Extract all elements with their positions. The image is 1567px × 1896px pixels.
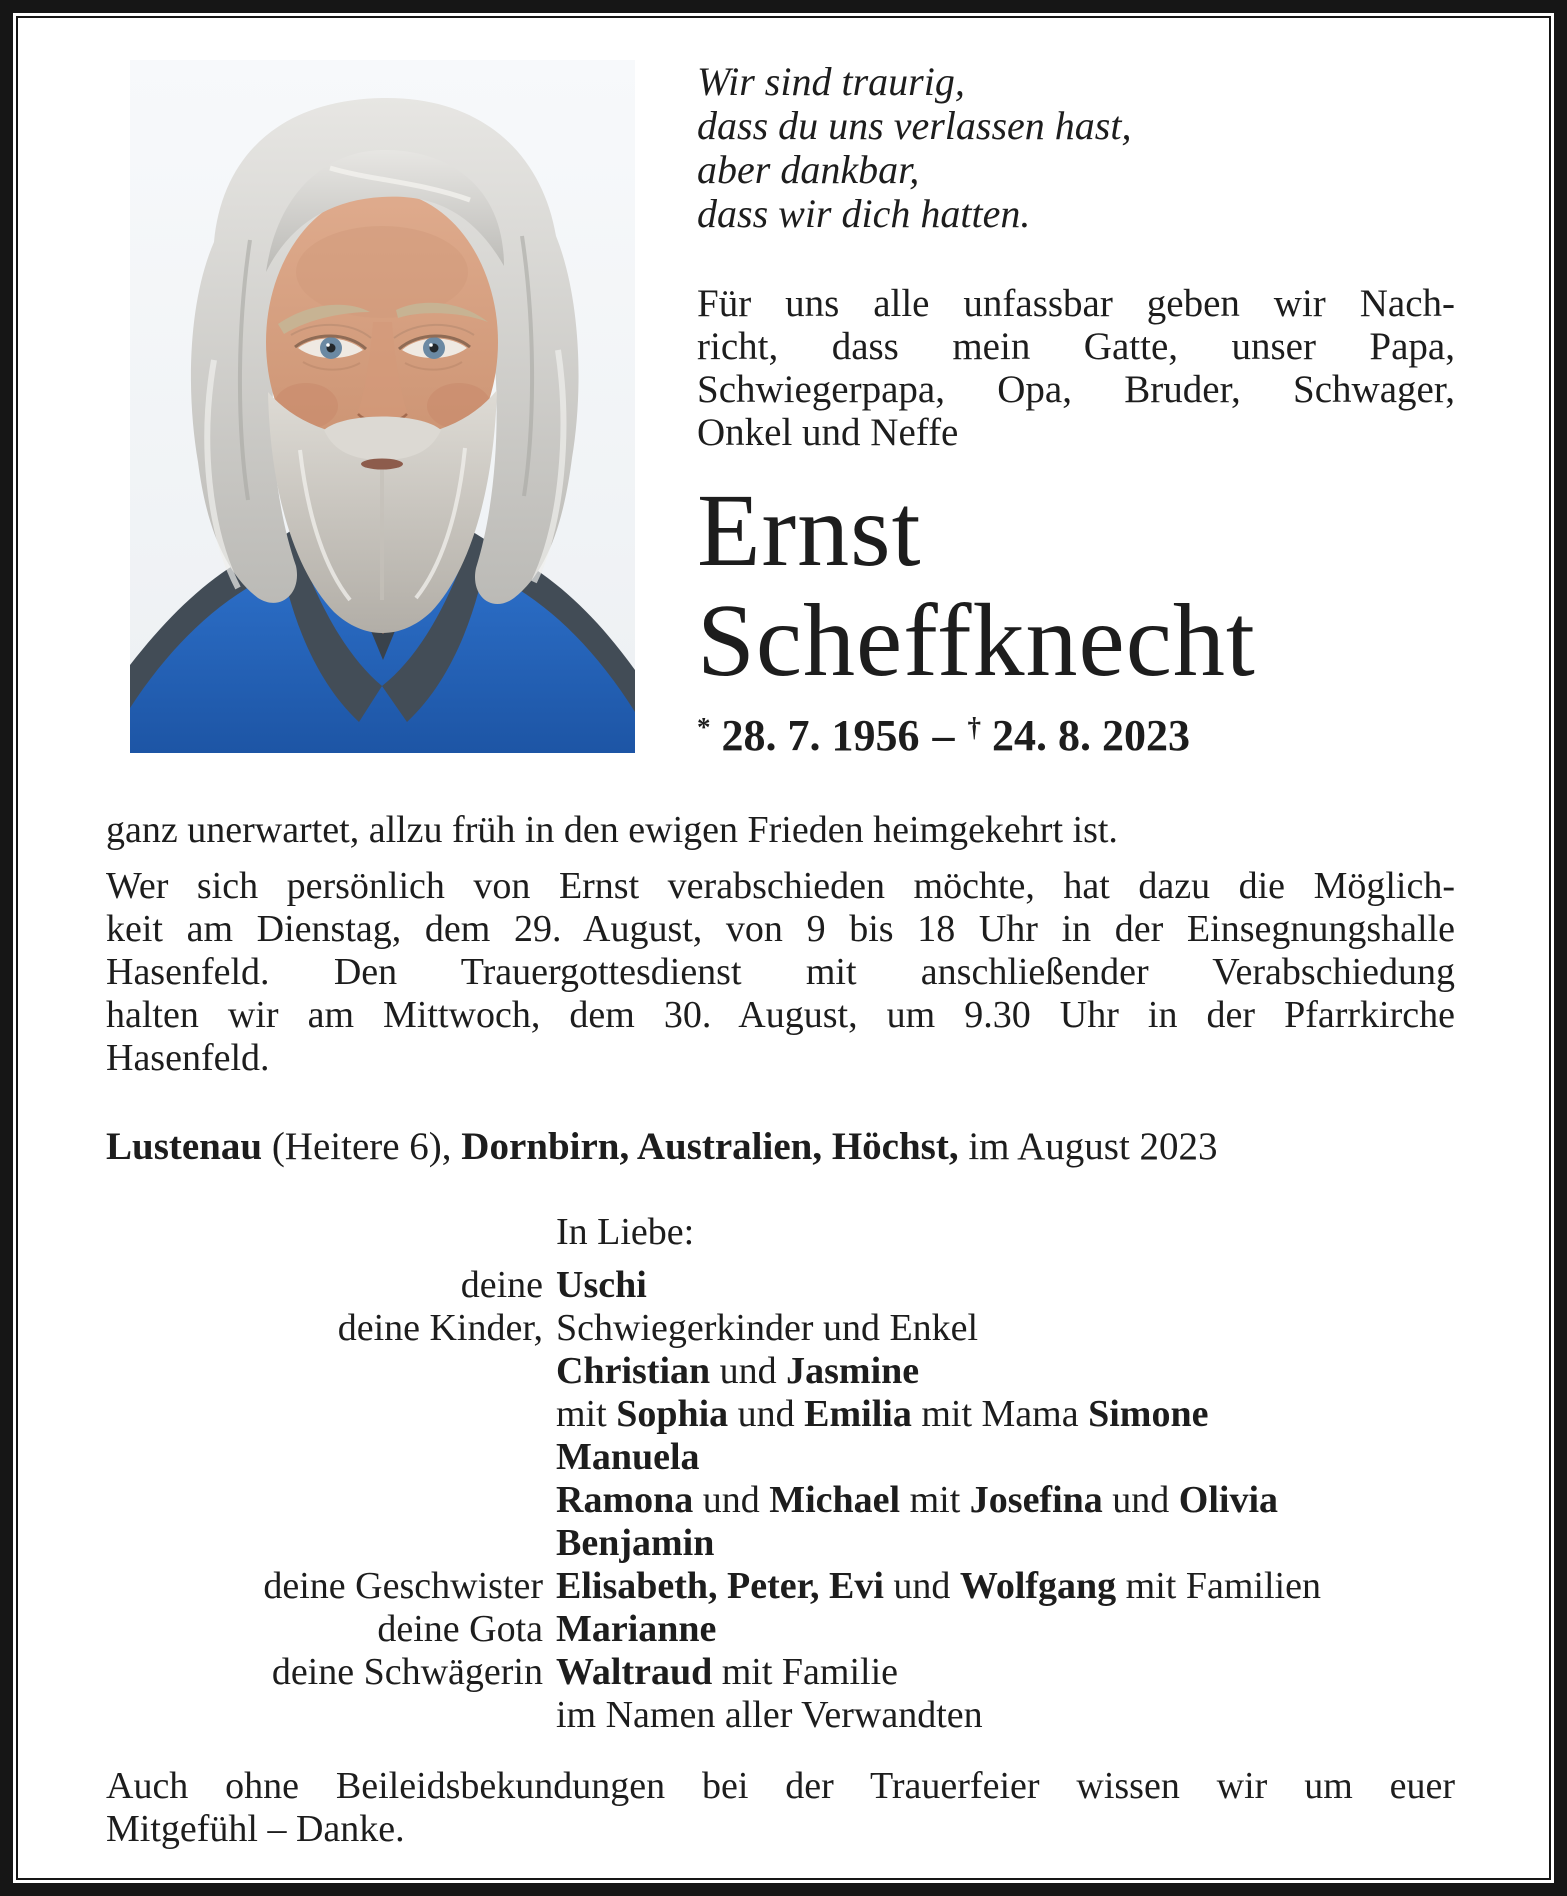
family-role-label: deine — [460, 1264, 543, 1306]
family-role-label — [106, 1436, 543, 1479]
family-names — [556, 1393, 1455, 1436]
family-names — [556, 1694, 1455, 1737]
text-segment: mit Mama — [911, 1393, 1089, 1435]
passing-statement: ganz unerwartet, allzu früh in den ewigen Frieden heimgekehrt ist. — [106, 809, 1118, 851]
family-list — [106, 1211, 1455, 1737]
text-segment: Wolfgang — [959, 1565, 1117, 1607]
deceased-last-name: Scheffknecht — [697, 583, 1256, 698]
closing-line: Auch ohne Beileidsbekundungen bei der Trauerfeier wissen wir um euer — [106, 1765, 1455, 1807]
text-segment: mit — [900, 1479, 970, 1521]
family-role-label — [106, 1350, 543, 1393]
portrait-photo — [130, 60, 635, 753]
death-date: 24. 8. 2023 — [992, 711, 1190, 760]
deceased-first-name: Ernst — [697, 473, 922, 588]
farewell-line: keit am Dienstag, dem 29. August, von 9 bis 18 Uhr in der Einsegnungshalle — [106, 908, 1455, 950]
closing-line: Mitgefühl – Danke. — [106, 1808, 405, 1850]
farewell-line: Hasenfeld. — [106, 1037, 270, 1079]
birth-star-symbol: * — [697, 712, 711, 742]
text-segment: Ramona — [556, 1479, 694, 1521]
family-label-spacer — [106, 1211, 543, 1254]
text-segment: Marianne — [556, 1608, 717, 1650]
family-names — [556, 1565, 1455, 1608]
text-segment: Benjamin — [556, 1522, 715, 1564]
text-segment: Michael — [769, 1479, 901, 1521]
family-names — [556, 1479, 1455, 1522]
text-segment: und — [883, 1565, 960, 1607]
text-segment: und — [728, 1393, 805, 1435]
farewell-line: Hasenfeld. Den Trauergottesdienst mit anschließender Verabschiedung — [106, 951, 1455, 993]
family-role-label — [106, 1522, 543, 1565]
mourning-quote — [697, 60, 1455, 236]
text-segment: mit — [556, 1393, 617, 1435]
text-segment: (Heitere 6), — [262, 1125, 462, 1168]
text-segment: und — [693, 1479, 770, 1521]
text-segment: Josefina — [969, 1479, 1103, 1521]
text-segment: und — [710, 1350, 787, 1392]
dates-separator: – — [932, 711, 955, 760]
text-segment: Sophia — [616, 1393, 729, 1435]
text-segment: im August 2023 — [958, 1125, 1218, 1168]
portrait-illustration — [130, 60, 635, 753]
announcement-line: Schwiegerpapa, Opa, Bruder, Schwager, — [697, 368, 1455, 411]
text-segment: Olivia — [1178, 1479, 1279, 1521]
life-dates — [697, 712, 1455, 765]
announcement-text — [697, 282, 1455, 454]
text-segment: Lustenau — [106, 1125, 263, 1168]
family-role-label: deine Gota — [377, 1608, 543, 1650]
text-segment: Jasmine — [786, 1350, 920, 1392]
family-names — [556, 1651, 1455, 1694]
quote-line: dass du uns verlassen hast, — [697, 103, 1132, 148]
text-segment: im Namen aller Verwandten — [556, 1694, 983, 1736]
family-names — [556, 1264, 1455, 1307]
text-segment: Schwiegerkinder und Enkel — [556, 1307, 979, 1349]
text-segment: Emilia — [804, 1393, 912, 1435]
text-segment: und — [1102, 1479, 1179, 1521]
family-names — [556, 1608, 1455, 1651]
text-segment: Uschi — [556, 1264, 647, 1306]
text-segment: Elisabeth, Peter, Evi — [556, 1565, 884, 1607]
announcement-line: Für uns alle unfassbar geben wir Nach- — [697, 282, 1455, 325]
places-date-line — [106, 1125, 1455, 1168]
family-role-label: deine Schwägerin — [271, 1651, 543, 1693]
death-cross-symbol: † — [967, 712, 981, 742]
text-segment: Manuela — [556, 1436, 700, 1478]
announcement-column — [697, 60, 1455, 765]
text-segment: mit Familie — [712, 1651, 899, 1693]
in-love-label: In Liebe: — [556, 1211, 695, 1253]
text-segment: Christian — [556, 1350, 711, 1392]
mouth — [361, 459, 403, 470]
farewell-line: Wer sich persönlich von Ernst verabschieden möchte, hat dazu die Möglich- — [106, 865, 1455, 907]
quote-line: aber dankbar, — [697, 147, 920, 192]
family-names — [556, 1350, 1455, 1393]
family-names — [556, 1307, 1455, 1350]
obituary-content — [106, 60, 1455, 1851]
quote-line: Wir sind traurig, — [697, 59, 965, 104]
farewell-line: halten wir am Mittwoch, dem 30. August, um 9.30 Uhr in der Pfarrkirche — [106, 994, 1455, 1036]
birth-date: 28. 7. 1956 — [721, 711, 920, 760]
top-section — [106, 60, 1455, 765]
announcement-line: Onkel und Neffe — [697, 411, 959, 454]
deceased-name — [697, 473, 1455, 698]
quote-line: dass wir dich hatten. — [697, 191, 1031, 236]
announcement-line: richt, dass mein Gatte, unser Papa, — [697, 325, 1455, 368]
closing-note — [106, 1765, 1455, 1851]
family-role-label — [106, 1393, 543, 1436]
family-role-label — [106, 1694, 543, 1737]
family-role-label — [106, 1479, 543, 1522]
text-segment: Simone — [1088, 1393, 1209, 1435]
text-segment: mit Familien — [1116, 1565, 1321, 1607]
family-role-label: deine Geschwister — [263, 1565, 543, 1607]
text-segment: Waltraud — [556, 1651, 713, 1693]
family-role-label: deine Kinder, — [337, 1307, 543, 1349]
farewell-details — [106, 865, 1455, 1080]
family-names — [556, 1522, 1455, 1565]
family-names — [556, 1436, 1455, 1479]
text-segment: Dornbirn, Australien, Höchst, — [461, 1125, 959, 1168]
